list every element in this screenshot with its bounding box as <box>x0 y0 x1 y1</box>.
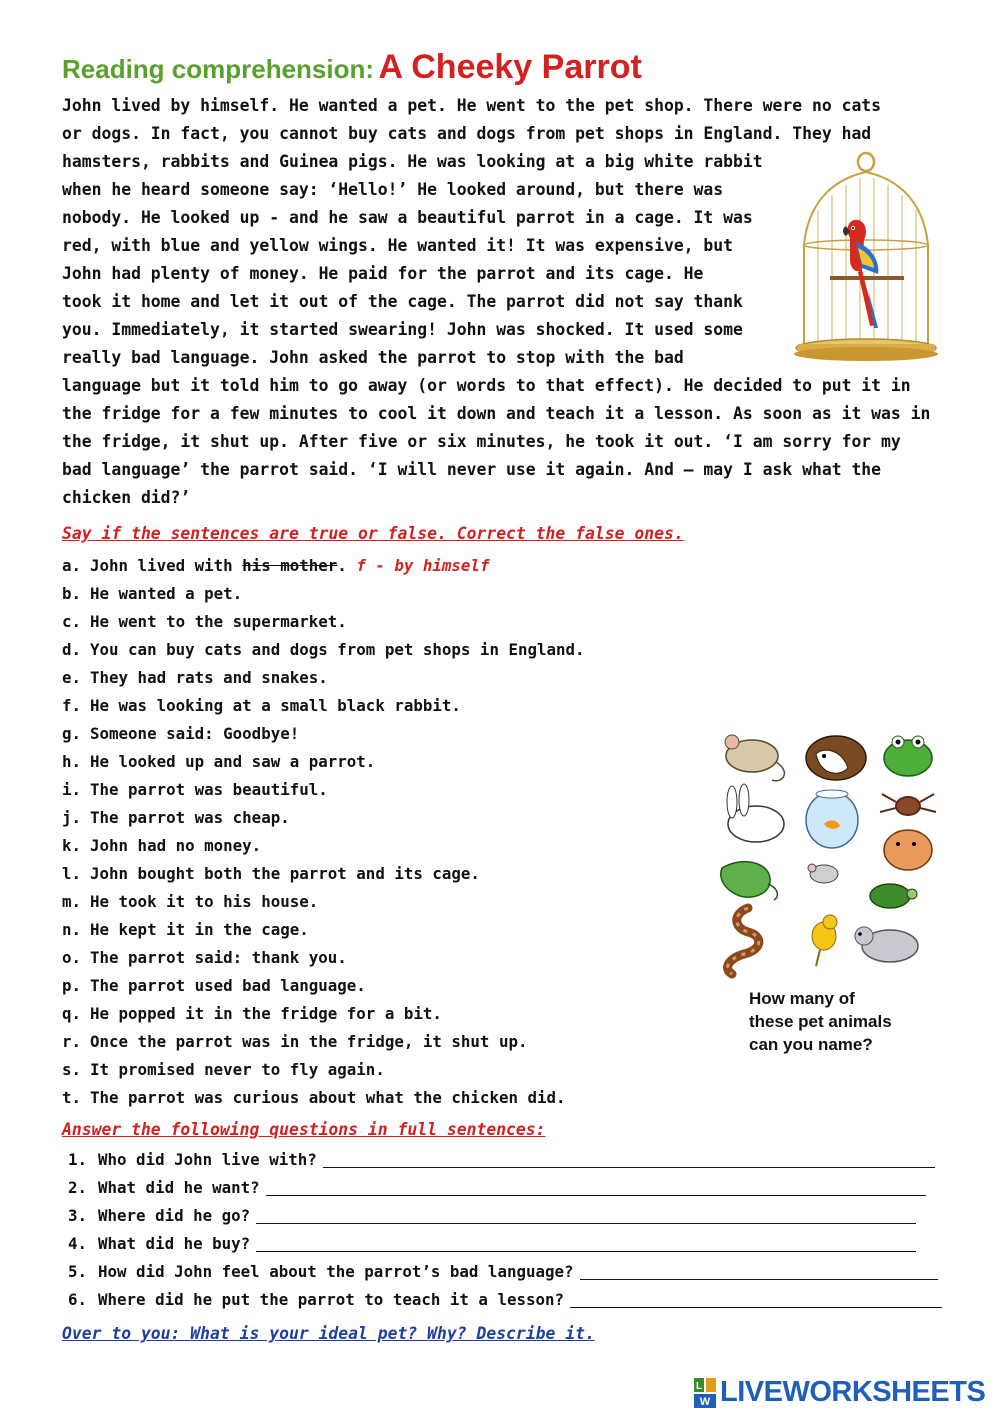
svg-text:W: W <box>699 1395 711 1408</box>
list-item: k. John had no money. <box>62 836 262 855</box>
story-line: nobody. He looked up - and he saw a beautiful parrot in a cage. It was <box>62 208 753 227</box>
question-row: 2. What did he want? <box>68 1174 926 1202</box>
small-mouse-icon <box>808 864 838 883</box>
list-item: h. He looked up and saw a parrot. <box>62 752 376 771</box>
answer-field[interactable] <box>256 1233 916 1252</box>
question-row: 4. What did he buy? <box>68 1230 916 1258</box>
list-item: p. The parrot used bad language. <box>62 976 366 995</box>
fishbowl-icon <box>806 790 858 848</box>
svg-text:L: L <box>695 1380 703 1392</box>
answer-field[interactable] <box>266 1177 926 1196</box>
question-row: 3. Where did he go? <box>68 1202 916 1230</box>
parrot-cage-illustration <box>790 150 942 365</box>
list-item: o. The parrot said: thank you. <box>62 948 347 967</box>
guinea-pig-icon <box>806 736 866 780</box>
story-line: when he heard someone say: ‘Hello!’ He looked around, but there was <box>62 180 724 199</box>
list-item: g. Someone said: Goodbye! <box>62 724 300 743</box>
story-line: really bad language. John asked the parrot to stop with the bad <box>62 348 684 367</box>
lizard-icon <box>721 862 778 900</box>
list-item: i. The parrot was beautiful. <box>62 780 328 799</box>
list-item: r. Once the parrot was in the fridge, it shut up. <box>62 1032 528 1051</box>
list-item: n. He kept it in the cage. <box>62 920 309 939</box>
story-line: chicken did?’ <box>62 488 191 507</box>
answer-field[interactable] <box>570 1289 942 1308</box>
snake-icon <box>728 908 759 974</box>
logo-text: LIVEWORKSHEETS <box>720 1376 986 1408</box>
over-to-you-prompt: Over to you: What is your ideal pet? Why? Describe it. <box>62 1324 595 1343</box>
story-line: or dogs. In fact, you cannot buy cats and dogs from pet shops in England. They had <box>62 124 872 143</box>
list-item: e. They had rats and snakes. <box>62 668 328 687</box>
struck-text: his mother <box>242 556 338 575</box>
story-line: hamsters, rabbits and Guinea pigs. He was looking at a big white rabbit <box>62 152 763 171</box>
turtle-icon <box>870 884 917 908</box>
story-line: red, with blue and yellow wings. He wanted it! It was expensive, but <box>62 236 734 255</box>
list-item: m. He took it to his house. <box>62 892 319 911</box>
list-item: c. He went to the supermarket. <box>62 612 347 631</box>
title-prefix: Reading comprehension <box>62 54 366 84</box>
list-item: f. He was looking at a small black rabbit. <box>62 696 461 715</box>
example-answer: f - by himself <box>356 556 490 575</box>
list-item: q. He popped it in the fridge for a bit. <box>62 1004 442 1023</box>
title-name: A Cheeky Parrot <box>378 48 642 86</box>
story-line: language but it told him to go away (or words to that effect). He decided to put it in <box>62 376 911 395</box>
list-item: d. You can buy cats and dogs from pet shops in England. <box>62 640 585 659</box>
title-colon: : <box>365 54 375 84</box>
list-item: b. He wanted a pet. <box>62 584 243 603</box>
true-false-instruction: Say if the sentences are true or false. Correct the false ones. <box>62 524 684 543</box>
answer-field[interactable] <box>580 1261 938 1280</box>
questions-instruction: Answer the following questions in full sentences: <box>62 1120 546 1139</box>
answer-field[interactable] <box>323 1149 935 1168</box>
question-row: 1. Who did John live with? <box>68 1146 935 1174</box>
list-item: j. The parrot was cheap. <box>62 808 290 827</box>
question-row: 6. Where did he put the parrot to teach it a lesson? <box>68 1286 942 1314</box>
list-item: t. The parrot was curious about what the chicken did. <box>62 1088 566 1107</box>
rabbit-icon <box>727 784 784 842</box>
liveworksheets-logo[interactable] <box>694 1376 985 1409</box>
list-item: l. John bought both the parrot and its cage. <box>62 864 480 883</box>
liveworksheets-logo-icon <box>694 1378 716 1408</box>
story-line: John lived by himself. He wanted a pet. He went to the pet shop. There were no cats <box>62 96 882 115</box>
pet-animals-illustration <box>712 728 940 983</box>
story-line: the fridge for a few minutes to cool it down and teach it a lesson. As soon as it was in <box>62 404 931 423</box>
story-line: John had plenty of money. He paid for the parrot and its cage. He <box>62 264 704 283</box>
answer-field[interactable] <box>256 1205 916 1224</box>
question-row: 5. How did John feel about the parrot’s bad language? <box>68 1258 938 1286</box>
story-line: you. Immediately, it started swearing! John was shocked. It used some <box>62 320 743 339</box>
story-line: took it home and let it out of the cage. The parrot did not say thank <box>62 292 743 311</box>
page-title <box>62 48 642 87</box>
story-line: the fridge, it shut up. After five or six minutes, he took it out. ‘I am sorry for my <box>62 432 901 451</box>
story-line: bad language’ the parrot said. ‘I will never use it again. And – may I ask what the <box>62 460 882 479</box>
list-item: s. It promised never to fly again. <box>62 1060 385 1079</box>
mouse-icon <box>725 735 784 781</box>
frog-icon <box>884 736 932 776</box>
chinchilla-icon <box>855 927 918 962</box>
hamster-icon <box>884 830 932 870</box>
list-item: a. John lived with his mother. f - by himself <box>62 556 490 575</box>
canary-icon <box>812 915 837 966</box>
animals-caption: How many of these pet animals can you name? <box>749 989 892 1054</box>
spider-icon <box>880 794 936 815</box>
